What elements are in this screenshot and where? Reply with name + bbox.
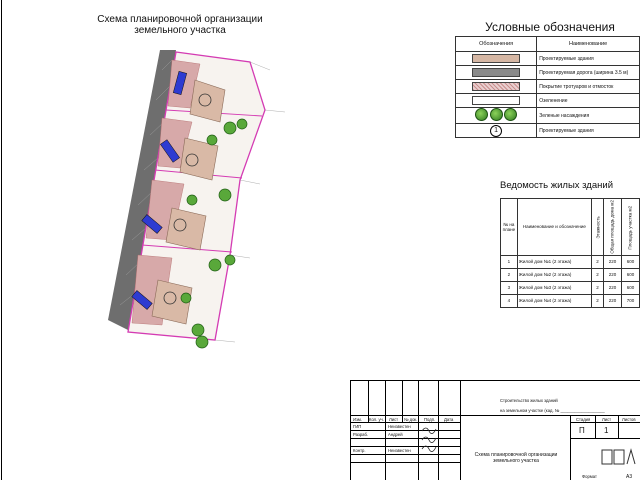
tree-icon bbox=[490, 108, 503, 121]
legend-item-label: Покрытие тротуаров и отмосток bbox=[537, 80, 640, 94]
plan-title: Схема планировочной организации земельного участка bbox=[97, 14, 263, 36]
signature bbox=[420, 423, 438, 453]
cell: 1 bbox=[501, 255, 518, 268]
col-plot: Площадь участка м2 bbox=[621, 199, 639, 256]
cell: 220 bbox=[603, 255, 621, 268]
legend-row bbox=[456, 52, 640, 66]
cell: 700 bbox=[621, 294, 639, 307]
stage-label: Стадия bbox=[576, 417, 591, 422]
cell: 600 bbox=[621, 281, 639, 294]
legend-header-symbol: Обозначения bbox=[456, 37, 537, 52]
stamp-header-cell: Лист bbox=[389, 417, 399, 422]
cell: Жилой дом №2 (2 этажа) bbox=[517, 268, 591, 281]
building-number-icon: 1 bbox=[490, 125, 502, 137]
sheet-label: Лист bbox=[602, 417, 612, 422]
legend-row bbox=[456, 66, 640, 80]
stamp-person: Андрей bbox=[388, 432, 403, 437]
format-value: А3 bbox=[626, 474, 633, 480]
cell: 2 bbox=[592, 255, 604, 268]
cell: Жилой дом №3 (2 этажа) bbox=[517, 281, 591, 294]
stamp-role: ГИП bbox=[353, 424, 362, 429]
cell: 220 bbox=[603, 294, 621, 307]
col-floors: Этажность bbox=[592, 199, 604, 256]
sheets-label: Листов bbox=[622, 417, 636, 422]
col-num: № на плане bbox=[501, 199, 518, 256]
legend-title: Условные обозначения bbox=[485, 20, 615, 34]
legend-item-label: Зеленые насаждения bbox=[537, 108, 640, 124]
stamp-project: Строительство жилых зданий bbox=[500, 398, 558, 403]
landscaping-swatch bbox=[472, 96, 520, 105]
tree-icon bbox=[504, 108, 517, 121]
stamp-header-cell: № док. bbox=[404, 417, 418, 422]
stamp-sheet-title: Схема планировочной организации земельного участка bbox=[474, 452, 558, 464]
stamp-header-cell: Изм. bbox=[353, 417, 362, 422]
cell: 2 bbox=[592, 294, 604, 307]
cell: 220 bbox=[603, 268, 621, 281]
stamp-header-cell: Кол. уч. bbox=[369, 417, 384, 422]
cell: 220 bbox=[603, 281, 621, 294]
format-label: Формат bbox=[582, 474, 597, 479]
company-logo bbox=[600, 446, 640, 468]
legend-item-label: Проектируемая дорога (ширина 3.5 м) bbox=[537, 66, 640, 80]
stamp-address: на земельном участке (кад. № ___________________ bbox=[500, 408, 605, 413]
stamp-header-cell: Подп. bbox=[424, 417, 436, 422]
legend-row bbox=[456, 124, 640, 138]
table-row bbox=[501, 281, 640, 294]
stamp-person: Неизвестен bbox=[388, 424, 411, 429]
table-row bbox=[501, 268, 640, 281]
legend-item-label: Озеленение bbox=[537, 94, 640, 108]
col-area: Общая площадь дома м2 bbox=[603, 199, 621, 256]
legend-row bbox=[456, 94, 640, 108]
stamp-role: Разраб. bbox=[353, 432, 369, 437]
buildings-table bbox=[500, 198, 640, 308]
legend-row bbox=[456, 80, 640, 94]
table-row bbox=[501, 294, 640, 307]
cell: 2 bbox=[501, 268, 518, 281]
col-name: Наименование и обозначение bbox=[517, 199, 591, 256]
sheet-value: 1 bbox=[604, 426, 609, 435]
title-block bbox=[350, 380, 640, 480]
cell: 2 bbox=[592, 281, 604, 294]
cell: 3 bbox=[501, 281, 518, 294]
frame-left-border bbox=[1, 0, 2, 480]
cell: Жилой дом №1 (2 этажа) bbox=[517, 255, 591, 268]
paving-swatch bbox=[472, 82, 520, 91]
site-plan-drawing bbox=[80, 40, 380, 380]
table-row bbox=[501, 255, 640, 268]
cell: 2 bbox=[592, 268, 604, 281]
buildings-title: Ведомость жилых зданий bbox=[500, 180, 613, 191]
cell: 4 bbox=[501, 294, 518, 307]
legend-row bbox=[456, 108, 640, 124]
legend-item-label: Проектируемые здания bbox=[537, 124, 640, 138]
stamp-person: Неизвестен bbox=[388, 448, 411, 453]
tree-icon bbox=[475, 108, 488, 121]
legend-header-name: Наименование bbox=[537, 37, 640, 52]
legend-table bbox=[455, 36, 640, 138]
legend-item-label: Проектируемые здания bbox=[537, 52, 640, 66]
cell: 600 bbox=[621, 255, 639, 268]
stamp-header-cell: Дата bbox=[444, 417, 454, 422]
stage-value: П bbox=[579, 426, 585, 435]
cell: 600 bbox=[621, 268, 639, 281]
cell: Жилой дом №4 (2 этажа) bbox=[517, 294, 591, 307]
building-swatch bbox=[472, 54, 520, 63]
stamp-role: Контр. bbox=[353, 448, 366, 453]
road-swatch bbox=[472, 68, 520, 77]
